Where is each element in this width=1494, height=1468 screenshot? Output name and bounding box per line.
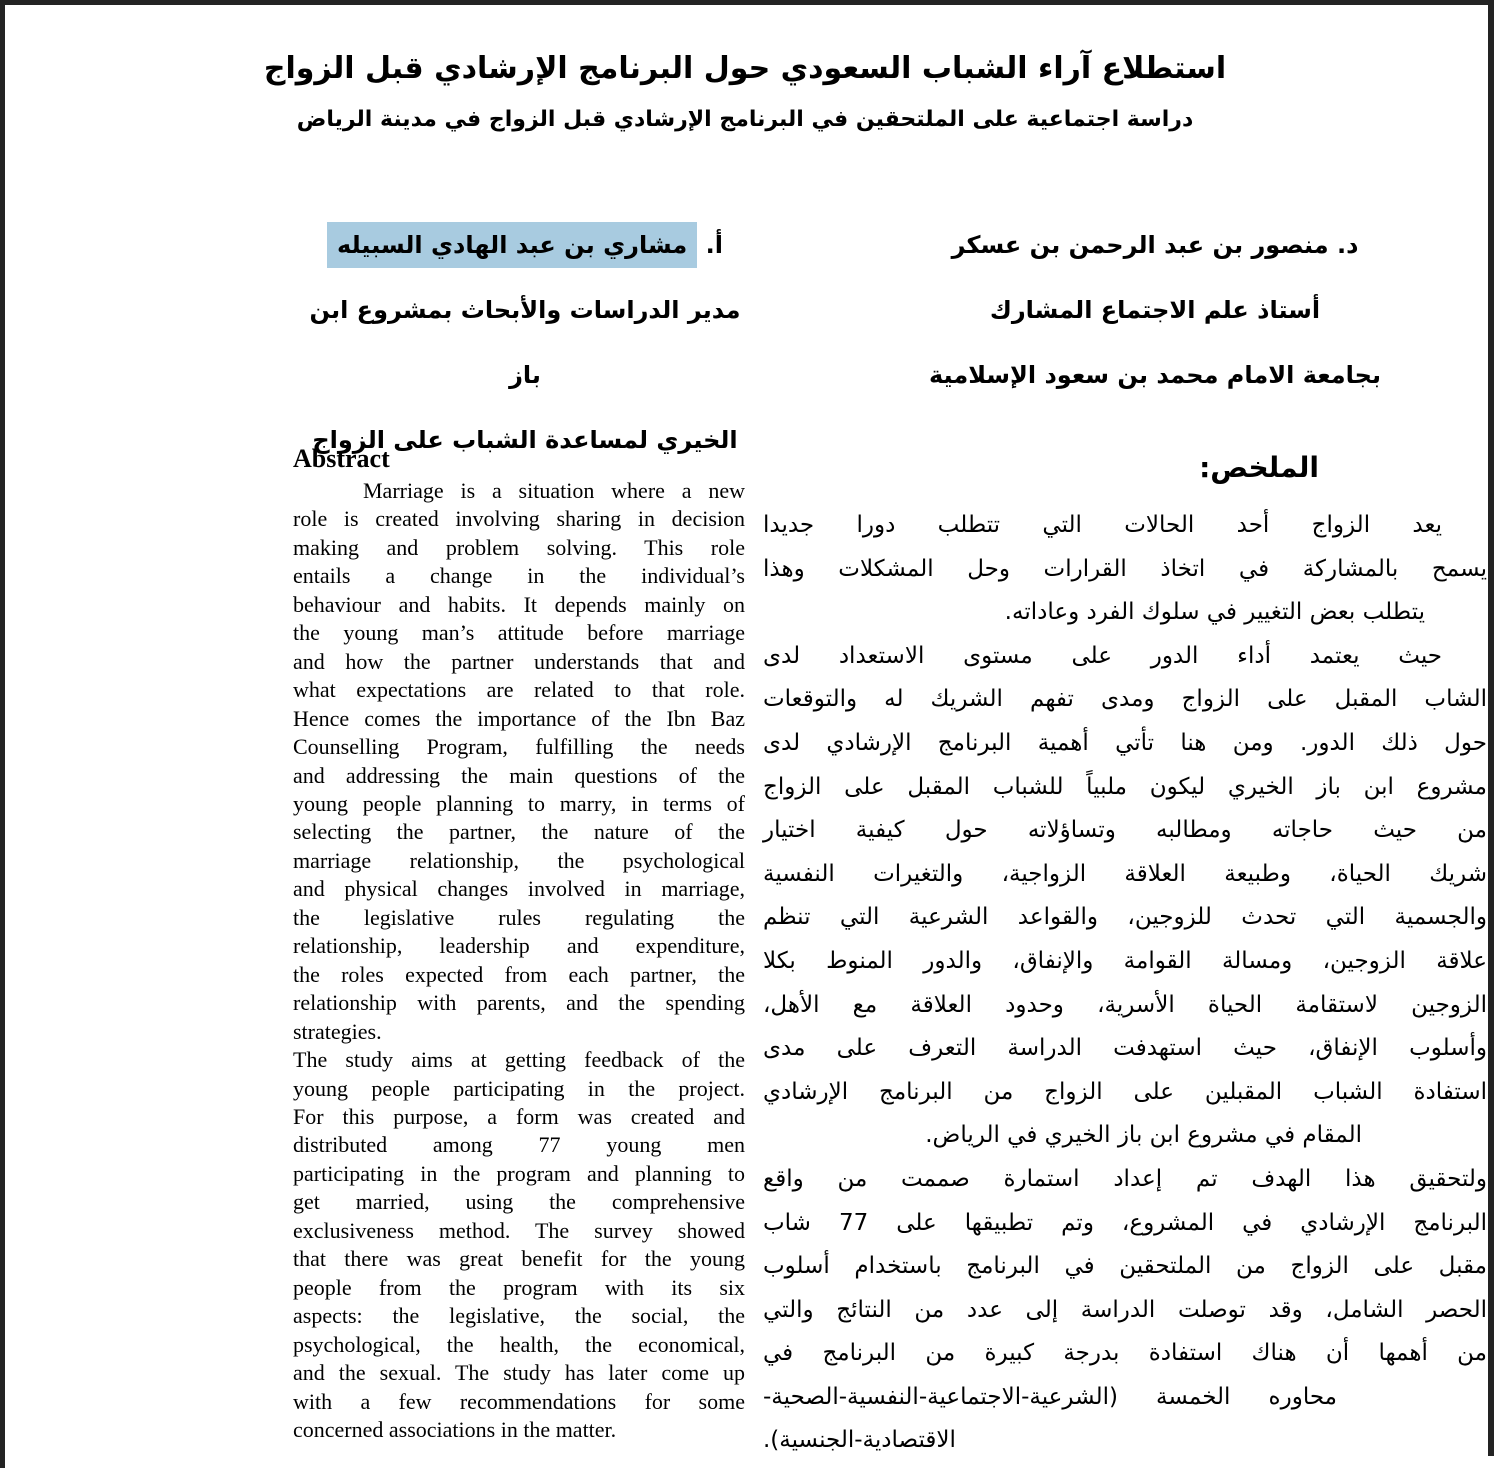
abstract-line: behaviour and habits. It depends mainly on bbox=[293, 591, 745, 617]
abstract-line: psychological, the health, the economical, bbox=[293, 1331, 745, 1357]
abstract-line: For this purpose, a form was created and bbox=[293, 1103, 745, 1129]
abstract-line: young people planning to marry, in terms of bbox=[293, 790, 745, 816]
summary-line: الحصر الشامل، وقد توصلت الدراسة إلى عدد من النتائج والتي bbox=[763, 1296, 1487, 1323]
summary-line: ولتحقيق هذا الهدف تم إعداد استمارة صممت من واقع bbox=[763, 1165, 1487, 1192]
abstract-line: what expectations are related to that role. bbox=[293, 677, 745, 703]
abstract-body bbox=[293, 477, 745, 1444]
summary-line: المقام في مشروع ابن باز الخيري في الرياض. bbox=[925, 1122, 1362, 1149]
abstract-line: aspects: the legislative, the social, the bbox=[293, 1303, 745, 1329]
authors-row bbox=[295, 212, 1485, 473]
summary-body bbox=[763, 504, 1487, 1463]
abstract-line: the legislative rules regulating the bbox=[293, 904, 745, 930]
summary-line: علاقة الزوجين، ومسالة القوامة والإنفاق، والدور المنوط بكلا bbox=[763, 947, 1487, 974]
summary-line: من حيث حاجاته ومطالبه وتساؤلاته حول كيفية اختيار bbox=[763, 817, 1487, 844]
abstract-line: the roles expected from each partner, the bbox=[293, 961, 745, 987]
summary-line: يسمح بالمشاركة في اتخاذ القرارات وحل المشكلات وهذا bbox=[763, 555, 1487, 582]
summary-line: البرنامج الإرشادي في المشروع، وتم تطبيقها على 77 شاب bbox=[763, 1209, 1487, 1236]
abstract-line: people from the program with its six bbox=[293, 1274, 745, 1300]
abstract-line: young people participating in the project. bbox=[293, 1075, 745, 1101]
summary-line: مقبل على الزواج من الملتحقين في البرنامج باستخدام أسلوب bbox=[763, 1253, 1487, 1280]
abstract-line: marriage relationship, the psychological bbox=[293, 847, 745, 873]
summary-line: استفادة الشباب المقبلين على الزواج من البرنامج الإرشادي bbox=[763, 1078, 1487, 1105]
summary-line: الشاب المقبل على الزواج ومدى تفهم الشريك له والتوقعات bbox=[763, 686, 1487, 713]
summary-heading: الملخص: bbox=[1199, 451, 1319, 484]
viewer-edge-top bbox=[0, 0, 1494, 5]
abstract-line: The study aims at getting feedback of the bbox=[293, 1047, 745, 1073]
abstract-line: strategies. bbox=[293, 1018, 382, 1044]
summary-line: محاوره الخمسة (الشرعية-الاجتماعية-النفسية-الصحية- bbox=[763, 1383, 1337, 1410]
page-subtitle: دراسة اجتماعية على الملتحقين في البرنامج الإرشادي قبل الزواج في مدينة الرياض bbox=[296, 106, 1194, 132]
abstract-line: Counselling Program, fulfilling the needs bbox=[293, 734, 745, 760]
abstract-line: that there was great benefit for the young bbox=[293, 1246, 745, 1272]
viewer-edge-left bbox=[0, 0, 5, 1468]
abstract-line: Hence comes the importance of the Ibn Baz bbox=[293, 705, 745, 731]
summary-line: وأسلوب الإنفاق، حيث استهدفت الدراسة التعرف على مدى bbox=[763, 1035, 1487, 1062]
summary-line: الاقتصادية-الجنسية). bbox=[763, 1427, 956, 1454]
abstract-line: relationship with parents, and the spending bbox=[293, 990, 745, 1016]
summary-arabic-column bbox=[763, 442, 1487, 1463]
summary-line: شريك الحياة، وطبيعة العلاقة الزواجية، والتغيرات النفسية bbox=[763, 860, 1487, 887]
author-primary-name: د. منصور بن عبد الرحمن بن عسكر bbox=[951, 231, 1359, 259]
summary-line: حول ذلك الدور. ومن هنا تأتي أهمية البرنامج الإرشادي لدى bbox=[763, 729, 1487, 756]
author-secondary bbox=[295, 212, 755, 473]
author-role-line: أستاذ علم الاجتماع المشارك bbox=[989, 296, 1321, 324]
summary-line: حيث يعتمد أداء الدور على مستوى الاستعداد لدى bbox=[763, 642, 1442, 669]
summary-line: مشروع ابن باز الخيري ليكون ملبياً للشباب المقبل على الزواج bbox=[763, 773, 1487, 800]
abstract-line: distributed among 77 young men bbox=[293, 1132, 745, 1158]
abstract-line: relationship, leadership and expenditure, bbox=[293, 933, 745, 959]
abstract-line: making and problem solving. This role bbox=[293, 534, 745, 560]
author-secondary-prefix: أ. bbox=[697, 231, 723, 259]
abstract-line: the young man’s attitude before marriage bbox=[293, 620, 745, 646]
abstract-line: concerned associations in the matter. bbox=[293, 1416, 617, 1442]
summary-line: يتطلب بعض التغيير في سلوك الفرد وعاداته. bbox=[1004, 599, 1425, 626]
abstract-line: and how the partner understands that and bbox=[293, 648, 745, 674]
author-role-line: الخيري لمساعدة الشباب على الزواج bbox=[312, 426, 738, 454]
abstract-english-column bbox=[293, 442, 745, 1444]
summary-line: والجسمية التي تحدث للزوجين، والقواعد الشرعية التي تنظم bbox=[763, 904, 1487, 931]
abstract-line: participating in the program and planning to bbox=[293, 1160, 745, 1186]
viewer-edge-right bbox=[1488, 0, 1494, 1456]
author-role-line: بجامعة الامام محمد بن سعود الإسلامية bbox=[929, 361, 1381, 389]
summary-line: يعد الزواج أحد الحالات التي تتطلب دورا جديدا bbox=[763, 512, 1442, 538]
abstract-line: Marriage is a situation where a new bbox=[363, 478, 745, 503]
abstract-line: and physical changes involved in marriage, bbox=[293, 876, 745, 902]
author-primary bbox=[825, 212, 1485, 473]
abstract-line: role is created involving sharing in decision bbox=[293, 506, 745, 532]
summary-line: الزوجين لاستقامة الحياة الأسرية، وحدود العلاقة مع الأهل، bbox=[763, 991, 1487, 1018]
abstract-line: exclusiveness method. The survey showed bbox=[293, 1217, 745, 1243]
author-role-line: مدير الدراسات والأبحاث بمشروع ابن باز bbox=[309, 296, 741, 389]
abstract-line: get married, using the comprehensive bbox=[293, 1189, 745, 1215]
abstract-line: with a few recommendations for some bbox=[293, 1388, 745, 1414]
author-secondary-name bbox=[295, 212, 755, 278]
abstract-line: and the sexual. The study has later come up bbox=[293, 1360, 745, 1386]
highlighted-author-name[interactable]: مشاري بن عبد الهادي السبيله bbox=[327, 222, 697, 268]
page-title: استطلاع آراء الشباب السعودي حول البرنامج الإرشادي قبل الزواج bbox=[263, 51, 1227, 86]
abstract-line: and addressing the main questions of the bbox=[293, 762, 745, 788]
author-primary-roles bbox=[825, 278, 1485, 408]
title-block bbox=[150, 46, 1340, 136]
abstract-line: entails a change in the individual’s bbox=[293, 563, 745, 589]
summary-line: من أهمها أن هناك استفادة بدرجة كبيرة من البرنامج في bbox=[763, 1340, 1487, 1367]
abstract-heading: Abstract bbox=[293, 444, 390, 473]
abstract-line: selecting the partner, the nature of the bbox=[293, 819, 745, 845]
